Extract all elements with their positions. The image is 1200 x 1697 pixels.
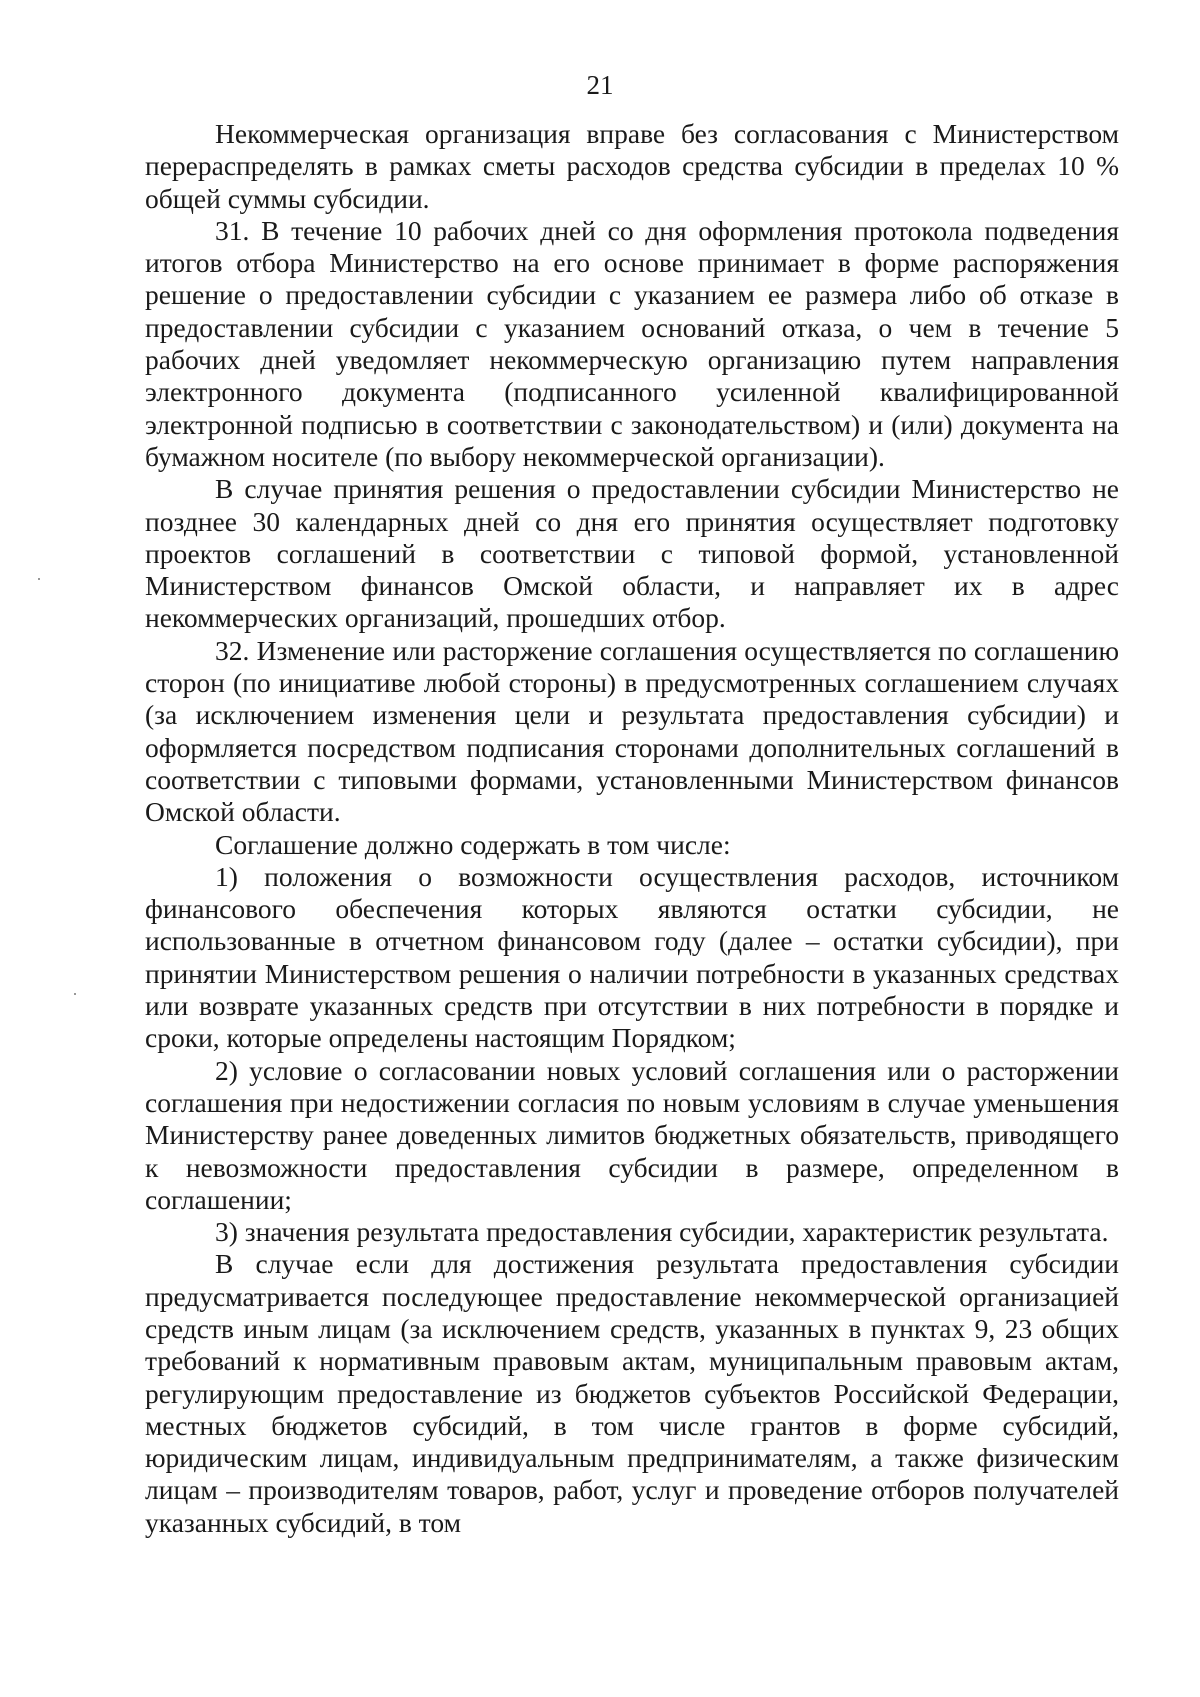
- scan-speck: [74, 993, 76, 995]
- paragraph-agreement-contents: Соглашение должно содержать в том числе:: [215, 828, 731, 860]
- paragraph-subitem-1: 1) положения о возможности осуществления расходов, источником финансового обеспечения которых являются остатки субсидии, не использованные в отчетном финансовом году (далее – остатки субсидии), при принятии Министерством решения о наличии потребности в указанных средствах или возврате указанных средств при отсутствии в них потребности в порядке и сроки, которые определены настоящим Порядком;: [145, 860, 1119, 1054]
- paragraph-subitem-2: 2) условие о согласовании новых условий соглашения или о расторжении соглашения при недостижении согласия по новым условиям в случае уменьшения Министерству ранее доведенных лимитов бюджетных обязательств, приводящего к невозможности предоставления субсидии в размере, определенном в соглашении;: [145, 1054, 1119, 1215]
- paragraph-subitem-3: 3) значения результата предоставления субсидии, характеристик результата.: [215, 1216, 1109, 1248]
- paragraph-third-parties: В случае если для достижения результата предоставления субсидии предусматривается последующее предоставление некоммерческой организацией средств иным лицам (за исключением средств, указанных в пунктах 9, 23 общих требований к нормативным правовым актам, муниципальным правовым актам, регулирующим предоставление из бюджетов субъектов Российской Федерации, местных бюджетов субсидий, в том числе грантов в форме субсидий, юридическим лицам, индивидуальным предпринимателям, а также физическим лицам – производителям товаров, работ, услуг и проведение отборов получателей указанных субсидий, в том: [145, 1248, 1119, 1538]
- paragraph-item-32: 32. Изменение или расторжение соглашения осуществляется по соглашению сторон (по инициативе любой стороны) в предусмотренных соглашением случаях (за исключением изменения цели и результата предоставления субсидии) и оформляется посредством подписания сторонами дополнительных соглашений в соответствии с типовыми формами, установленными Министерством финансов Омской области.: [145, 634, 1119, 828]
- paragraph-budget-redistribution: Некоммерческая организация вправе без согласования с Министерством перераспределять в рамках сметы расходов средства субсидии в пределах 10 % общей суммы субсидии.: [145, 118, 1119, 214]
- paragraph-agreement-preparation: В случае принятия решения о предоставлении субсидии Министерство не позднее 30 календарных дней со дня его принятия осуществляет подготовку проектов соглашений в соответствии с типовой формой, установленной Министерством финансов Омской области, и направляет их в адрес некоммерческих организаций, прошедших отбор.: [145, 473, 1119, 634]
- paragraph-item-31: 31. В течение 10 рабочих дней со дня оформления протокола подведения итогов отбора Министерство на его основе принимает в форме распоряжения решение о предоставлении субсидии с указанием ее размера либо об отказе в предоставлении субсидии с указанием оснований отказа, о чем в течение 5 рабочих дней уведомляет некоммерческую организацию путем направления электронного документа (подписанного усиленной квалифицированной электронной подписью в соответствии с законодательством) и (или) документа на бумажном носителе (по выбору некоммерческой организации).: [145, 214, 1119, 472]
- scan-speck: [38, 578, 40, 580]
- document-body: [145, 118, 1119, 1539]
- page-number: 21: [586, 70, 614, 100]
